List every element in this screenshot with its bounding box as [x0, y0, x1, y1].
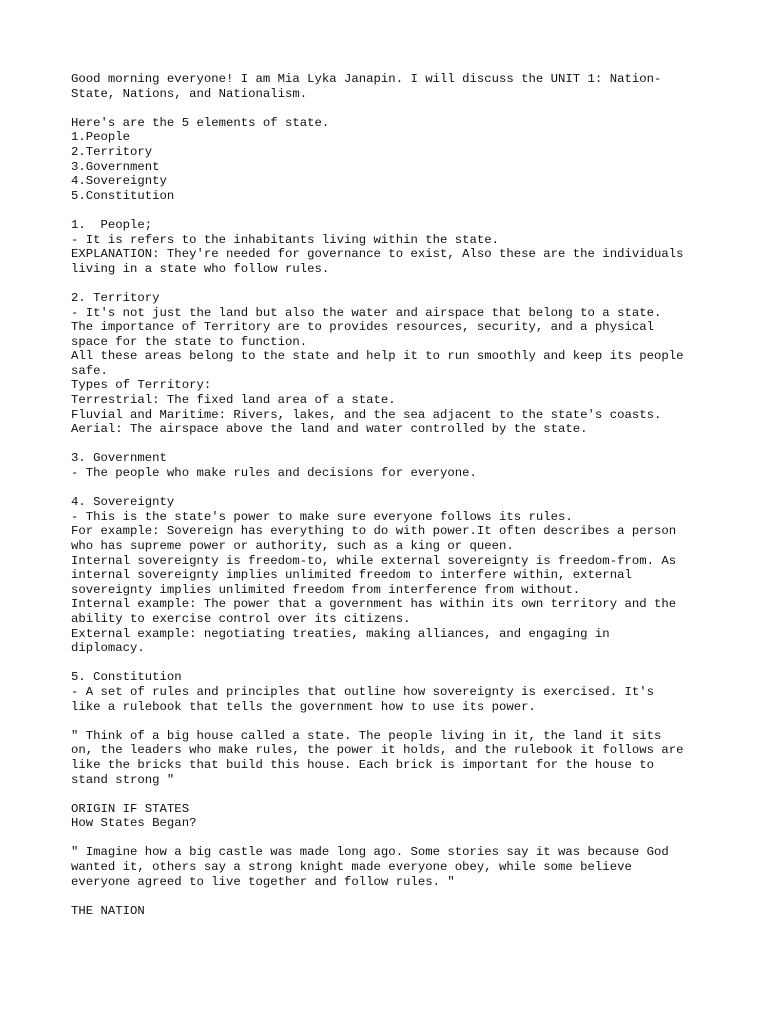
section-line: For example: Sovereign has everything to do with power.It often describes a person: [71, 524, 677, 539]
section-sovereignty: [71, 495, 711, 656]
section-line: Internal sovereignty is freedom-to, while external sovereignty is freedom-from. As: [71, 553, 677, 568]
section-line: living in a state who follow rules.: [71, 261, 330, 276]
spacer: [71, 787, 711, 802]
list-item: 4.Sovereignty: [71, 174, 167, 189]
spacer: [71, 203, 711, 218]
house-quote: [71, 729, 711, 787]
section-heading: 5. Constitution: [71, 670, 182, 685]
section-territory: [71, 291, 711, 437]
section-line: External example: negotiating treaties, making alliances, and engaging in: [71, 626, 610, 641]
section-people: [71, 218, 711, 276]
spacer: [71, 714, 711, 729]
quote-line: like the bricks that build this house. Each brick is important for the house to: [71, 757, 654, 772]
quote-line: stand strong ": [71, 772, 175, 787]
spacer: [71, 656, 711, 671]
quote-line: on, the leaders who make rules, the power it holds, and the rulebook it follows are: [71, 743, 684, 758]
list-item: 1.People: [71, 130, 131, 145]
list-item: 3.Government: [71, 159, 160, 174]
intro-line: State, Nations, and Nationalism.: [71, 86, 308, 101]
quote-line: " Imagine how a big castle was made long ago. Some stories say it was because God: [71, 845, 669, 860]
section-heading: 4. Sovereignty: [71, 495, 175, 510]
section-line: internal sovereignty implies unlimited freedom to interfere within, external: [71, 568, 632, 583]
section-line: sovereignty implies unlimited freedom from interference from without.: [71, 582, 581, 597]
quote-line: wanted it, others say a strong knight made everyone obey, while some believe: [71, 860, 632, 875]
quote-line: everyone agreed to live together and follow rules. ": [71, 874, 455, 889]
section-origin: [71, 802, 711, 831]
section-line: - It is refers to the inhabitants living within the state.: [71, 232, 500, 247]
section-line: How States Began?: [71, 816, 197, 831]
elements-heading: Here's are the 5 elements of state.: [71, 115, 330, 130]
intro-line: Good morning everyone! I am Mia Lyka Janapin. I will discuss the UNIT 1: Nation-: [71, 72, 662, 86]
section-heading: 1. People;: [71, 217, 153, 232]
document-page: [71, 72, 711, 918]
section-heading: 3. Government: [71, 451, 167, 466]
section-line: space for the state to function.: [71, 334, 308, 349]
section-line: The importance of Territory are to provides resources, security, and a physical: [71, 320, 654, 335]
section-line: safe.: [71, 363, 108, 378]
section-line: ability to exercise control over its citizens.: [71, 611, 411, 626]
section-line: Aerial: The airspace above the land and water controlled by the state.: [71, 422, 588, 437]
section-line: like a rulebook that tells the government how to use its power.: [71, 699, 536, 714]
section-line: - It's not just the land but also the water and airspace that belong to a state.: [71, 305, 662, 320]
castle-quote: [71, 845, 711, 889]
section-line: who has supreme power or authority, such as a king or queen.: [71, 539, 514, 553]
section-line: Types of Territory:: [71, 378, 212, 393]
spacer: [71, 276, 711, 291]
section-constitution: [71, 670, 711, 714]
elements-list: [71, 130, 711, 203]
spacer: [71, 437, 711, 452]
intro-paragraph: [71, 72, 711, 101]
list-item: 2.Territory: [71, 144, 153, 159]
section-heading: ORIGIN IF STATES: [71, 801, 190, 816]
spacer: [71, 831, 711, 846]
spacer: [71, 101, 711, 116]
spacer: [71, 889, 711, 904]
section-heading: 2. Territory: [71, 290, 160, 305]
nation-heading: THE NATION: [71, 903, 145, 918]
section-line: Terrestrial: The fixed land area of a state.: [71, 393, 396, 408]
section-line: - A set of rules and principles that outline how sovereignty is exercised. It's: [71, 684, 654, 699]
section-government: [71, 451, 711, 480]
section-line: Internal example: The power that a government has within its own territory and the: [71, 597, 677, 612]
section-line: - This is the state's power to make sure everyone follows its rules.: [71, 509, 573, 524]
section-line: - The people who make rules and decisions for everyone.: [71, 466, 477, 481]
list-item: 5.Constitution: [71, 188, 175, 203]
section-line: diplomacy.: [71, 641, 145, 656]
quote-line: " Think of a big house called a state. The people living in it, the land it sits: [71, 728, 662, 743]
spacer: [71, 481, 711, 496]
section-line: EXPLANATION: They're needed for governance to exist, Also these are the individuals: [71, 247, 684, 262]
section-line: All these areas belong to the state and help it to run smoothly and keep its people: [71, 349, 684, 364]
section-line: Fluvial and Maritime: Rivers, lakes, and the sea adjacent to the state's coasts.: [71, 407, 662, 422]
